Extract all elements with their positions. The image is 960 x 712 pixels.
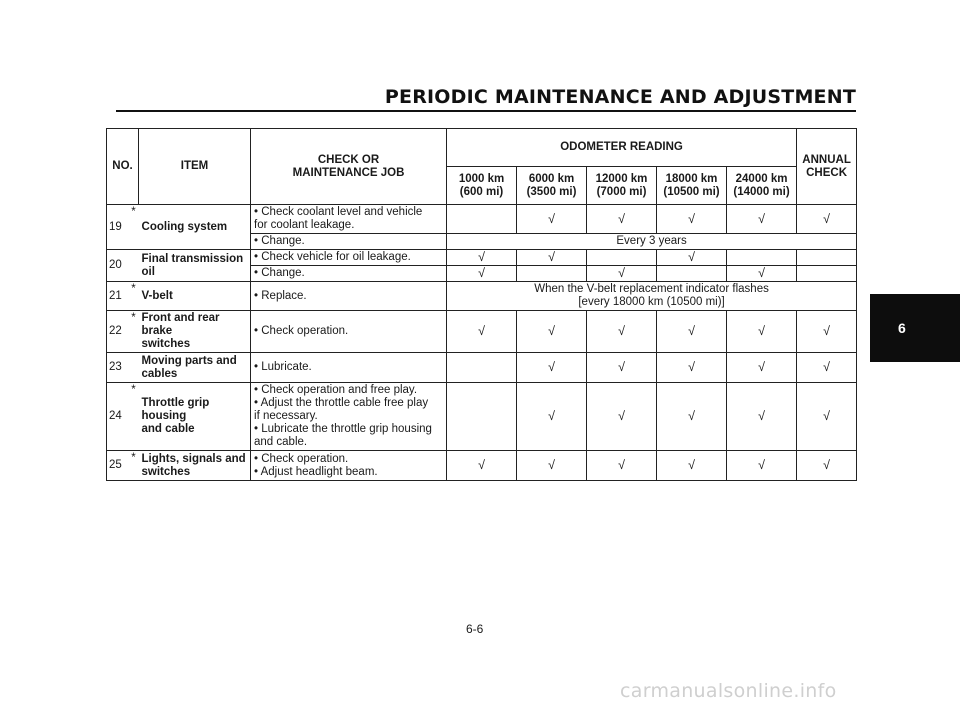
- check-mark: [517, 266, 587, 282]
- check-mark: √: [797, 311, 857, 353]
- job-line: • Check coolant level and vehicle: [254, 206, 423, 218]
- check-mark: √: [587, 266, 657, 282]
- check-mark: √: [587, 311, 657, 353]
- chapter-tab-label: 6: [898, 320, 906, 336]
- check-mark: √: [517, 205, 587, 234]
- job-line: • Change.: [254, 267, 305, 279]
- row-item: Cooling system: [139, 205, 251, 250]
- table-row: [107, 353, 857, 383]
- header-interval: 1000 km (600 mi): [447, 167, 517, 205]
- header-interval: 6000 km (3500 mi): [517, 167, 587, 205]
- row-job: [251, 250, 447, 266]
- row-number: 20: [107, 250, 129, 282]
- row-job: [251, 353, 447, 383]
- check-mark: [447, 353, 517, 383]
- check-mark: √: [517, 451, 587, 481]
- check-mark: √: [447, 451, 517, 481]
- watermark: carmanualsonline.info: [620, 680, 837, 702]
- check-mark: [797, 250, 857, 266]
- page-title: PERIODIC MAINTENANCE AND ADJUSTMENT: [384, 86, 856, 108]
- check-mark: √: [727, 451, 797, 481]
- row-item: V-belt: [139, 282, 251, 311]
- table-row: [107, 282, 857, 311]
- row-job: [251, 266, 447, 282]
- row-item: Throttle grip housing and cable: [139, 383, 251, 451]
- check-mark: √: [587, 383, 657, 451]
- header-item: ITEM: [139, 129, 251, 205]
- job-line: • Check operation.: [254, 325, 349, 337]
- job-line: • Check operation and free play.: [254, 384, 418, 396]
- check-mark: √: [587, 353, 657, 383]
- table-row: [107, 311, 857, 353]
- header-no: NO.: [107, 129, 139, 205]
- header-interval: 18000 km (10500 mi): [657, 167, 727, 205]
- row-item: Front and rear brake switches: [139, 311, 251, 353]
- job-line: and cable.: [254, 436, 308, 448]
- row-star: [129, 353, 139, 383]
- check-mark: √: [797, 451, 857, 481]
- check-mark: √: [657, 451, 727, 481]
- check-mark: √: [517, 250, 587, 266]
- page-header: [116, 86, 856, 110]
- check-mark: √: [727, 353, 797, 383]
- job-line: • Replace.: [254, 289, 307, 302]
- row-star: *: [129, 383, 139, 451]
- job-line: if necessary.: [254, 410, 318, 422]
- table-body: [107, 205, 857, 481]
- row-item: Lights, signals and switches: [139, 451, 251, 481]
- check-mark: √: [657, 353, 727, 383]
- check-mark: √: [517, 353, 587, 383]
- job-line: • Lubricate.: [254, 361, 312, 373]
- title-rule: [116, 110, 856, 112]
- check-mark: [447, 383, 517, 451]
- table-row: [107, 383, 857, 451]
- page-number: 6-6: [466, 622, 484, 636]
- check-mark: √: [797, 205, 857, 234]
- header-odometer: ODOMETER READING: [447, 129, 797, 167]
- table-row: [107, 451, 857, 481]
- check-mark: [447, 205, 517, 234]
- interval-note: When the V-belt replacement indicator flashes [every 18000 km (10500 mi)]: [447, 282, 857, 311]
- row-number: 22: [107, 311, 129, 353]
- row-number: 23: [107, 353, 129, 383]
- job-line: • Adjust headlight beam.: [254, 465, 378, 478]
- check-mark: √: [657, 205, 727, 234]
- job-line: • Lubricate the throttle grip housing: [254, 423, 432, 435]
- row-job: [251, 383, 447, 451]
- row-number: 21: [107, 282, 129, 311]
- chapter-tab: [870, 294, 960, 362]
- table-row: [107, 205, 857, 234]
- job-line: • Check operation.: [254, 452, 349, 465]
- header-interval: 12000 km (7000 mi): [587, 167, 657, 205]
- maintenance-table: [106, 128, 857, 481]
- row-number: 19: [107, 205, 129, 250]
- check-mark: √: [727, 311, 797, 353]
- check-mark: √: [657, 383, 727, 451]
- check-mark: √: [657, 250, 727, 266]
- check-mark: √: [447, 250, 517, 266]
- row-star: *: [129, 451, 139, 481]
- row-star: *: [129, 282, 139, 311]
- row-number: 24: [107, 383, 129, 451]
- row-job: [251, 311, 447, 353]
- row-job: [251, 205, 447, 234]
- job-line: for coolant leakage.: [254, 219, 355, 231]
- row-star: *: [129, 311, 139, 353]
- check-mark: √: [587, 205, 657, 234]
- check-mark: √: [657, 311, 727, 353]
- header-check: CHECK OR MAINTENANCE JOB: [251, 129, 447, 205]
- header-interval: 24000 km (14000 mi): [727, 167, 797, 205]
- check-mark: √: [727, 205, 797, 234]
- job-line: • Check vehicle for oil leakage.: [254, 251, 411, 263]
- row-star: *: [129, 205, 139, 250]
- interval-note: Every 3 years: [447, 234, 857, 250]
- check-mark: √: [797, 383, 857, 451]
- check-mark: √: [517, 383, 587, 451]
- table-row: [107, 250, 857, 266]
- check-mark: [797, 266, 857, 282]
- check-mark: √: [727, 383, 797, 451]
- row-job: [251, 282, 447, 311]
- check-mark: √: [447, 266, 517, 282]
- job-line: • Adjust the throttle cable free play: [254, 397, 429, 409]
- header-annual: ANNUAL CHECK: [797, 129, 857, 205]
- row-item: Final transmission oil: [139, 250, 251, 282]
- check-mark: √: [587, 451, 657, 481]
- check-mark: √: [797, 353, 857, 383]
- job-line: • Change.: [254, 235, 305, 247]
- check-mark: √: [727, 266, 797, 282]
- check-mark: √: [447, 311, 517, 353]
- check-mark: √: [517, 311, 587, 353]
- row-item: Moving parts and cables: [139, 353, 251, 383]
- check-mark: [657, 266, 727, 282]
- check-mark: [727, 250, 797, 266]
- row-job: [251, 451, 447, 481]
- row-number: 25: [107, 451, 129, 481]
- check-mark: [587, 250, 657, 266]
- row-job: [251, 234, 447, 250]
- row-star: [129, 250, 139, 282]
